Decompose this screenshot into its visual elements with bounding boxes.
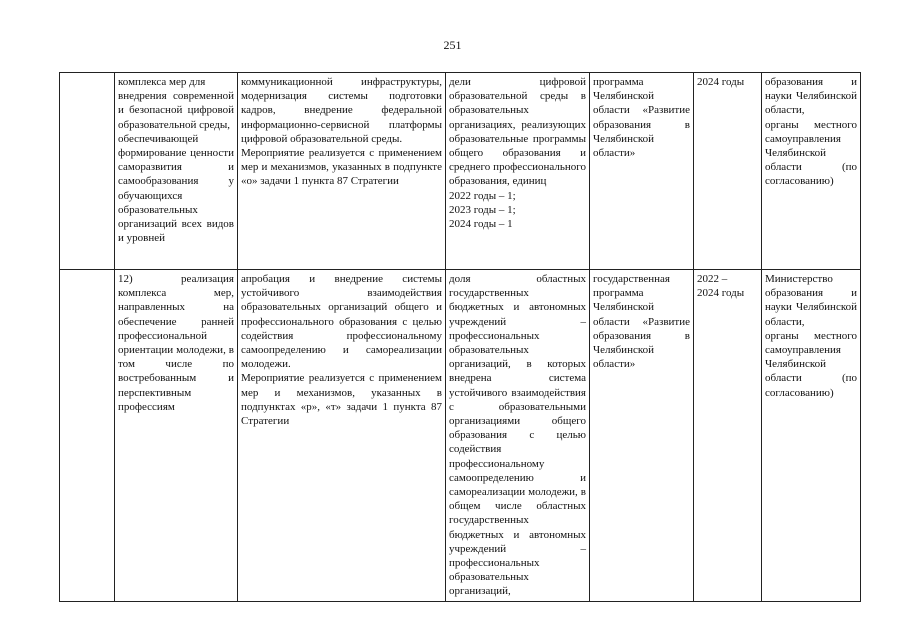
- program-cell: государственная программа Челябинской области «Развитие образования в Челябинской области»: [590, 270, 694, 602]
- row-number-cell: [60, 270, 115, 602]
- indicator-cell: доля областных государственных бюджетных и автономных учреждений – профессиональных образовательных организаций, в которых внедрена система устойчивого взаимодействия с образовательными организациями общего образования с целью содействия профессиональному самоопределению и самореализации молодежи, в общем числе областных государственных бюджетных и автономных учреждений – профессиональных образовательных организаций,: [446, 270, 590, 602]
- measure-cell: комплекса мер для внедрения современной и безопасной цифровой образовательной среды, обеспечивающей формирование ценности саморазвития и самообразования у обучающихся образовательных организаций всех видов и уровней: [115, 73, 238, 270]
- content-cell: апробация и внедрение системы устойчивого взаимодействия образовательных организаций общего и профессионального образования с целью содействия профессиональному самоопределению и самореализации молодежи. Мероприятие реализуется с применением мер и механизмов, указанных в подпунктах «р», «т» задачи 1 пункта 87 Стратегии: [238, 270, 446, 602]
- executor-cell: Министерство образования и науки Челябинской области, органы местного самоуправления Челябинской области (по согласованию): [762, 270, 861, 602]
- program-cell: программа Челябинской области «Развитие образования в Челябинской области»: [590, 73, 694, 270]
- content-cell: коммуникационной инфраструктуры, модернизация системы подготовки кадров, внедрение федеральной информационно-сервисной платформы цифровой образовательной среды. Мероприятие реализуется с применением мер и механизмов, указанных в подпункте «о» задачи 1 пункта 87 Стратегии: [238, 73, 446, 270]
- table-row: [60, 270, 861, 602]
- measure-cell: 12) реализация комплекса мер, направленных на обеспечение ранней профессиональной ориентации молодежи, в том числе по востребованным и перспективным профессиям: [115, 270, 238, 602]
- indicator-cell: дели цифровой образовательной среды в образовательных организациях, реализующих образовательные программы общего образования и среднего профессионального образования, единиц 2022 годы – 1; 2023 годы – 1; 2024 годы – 1: [446, 73, 590, 270]
- row-number-cell: [60, 73, 115, 270]
- executor-cell: образования и науки Челябинской области, органы местного самоуправления Челябинской области (по согласованию): [762, 73, 861, 270]
- table-row: [60, 73, 861, 270]
- page-number: 251: [443, 38, 462, 52]
- period-cell: 2022 – 2024 годы: [694, 270, 762, 602]
- measures-table: [59, 72, 861, 602]
- period-cell: 2024 годы: [694, 73, 762, 270]
